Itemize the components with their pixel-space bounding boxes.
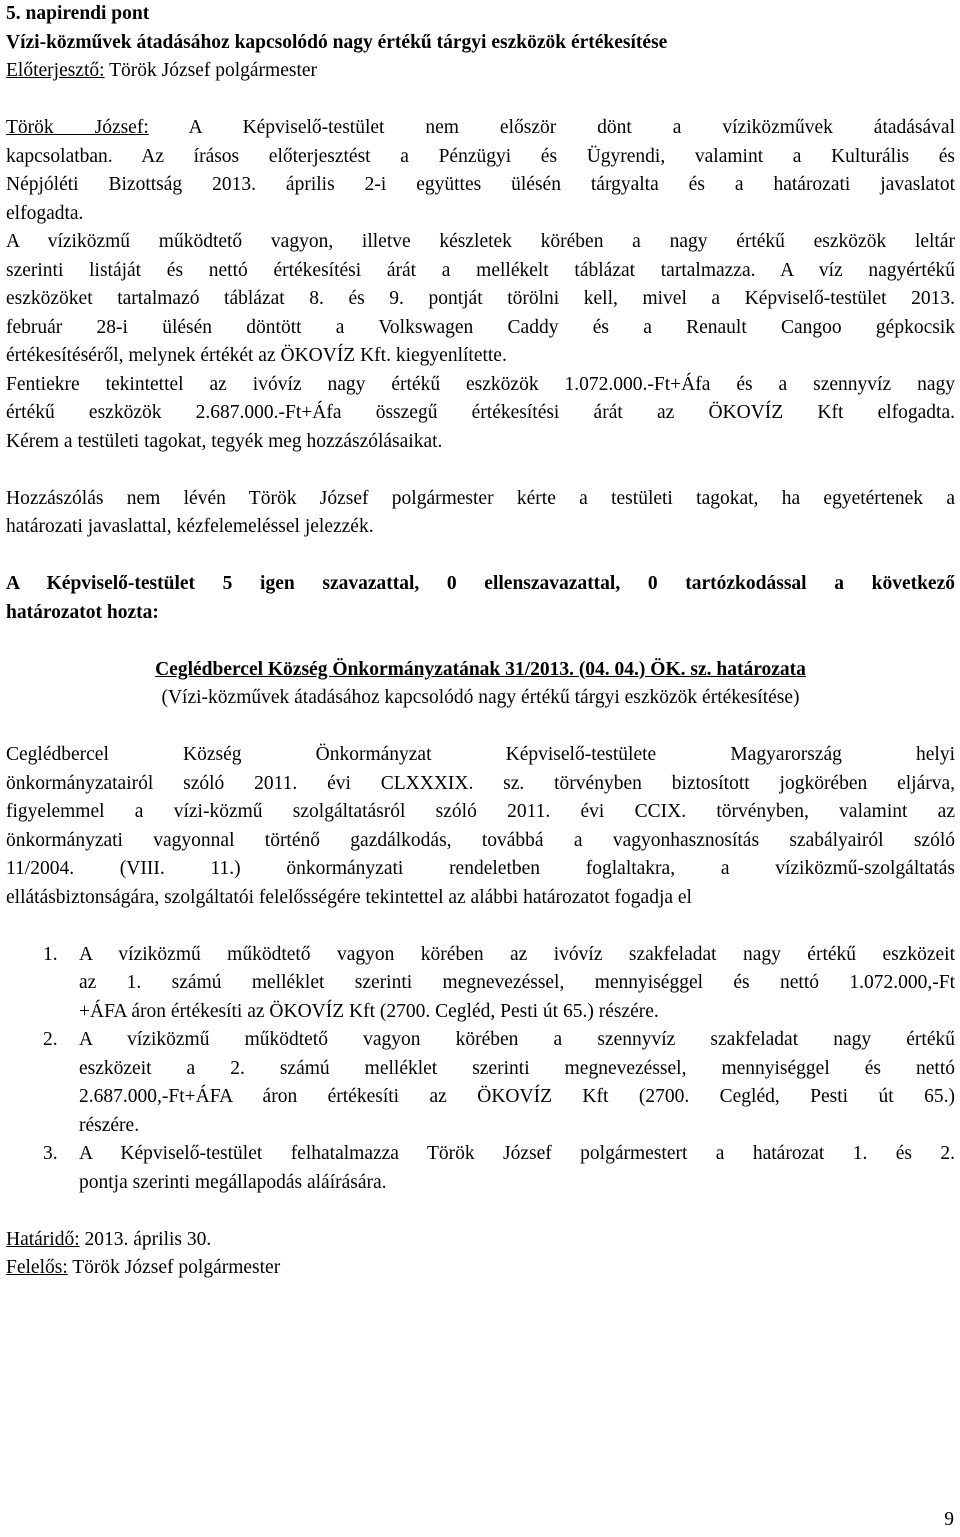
speaker-label: Török József: xyxy=(6,117,149,138)
intro-line: önkormányzati vagyonnal történő gazdálkodás, továbbá a vagyonhasznosítás szabályairól szóló xyxy=(6,829,955,851)
speech-line: eszközöket tartalmazó táblázat 8. és 9. pontját törölni kell, mivel a Képviselő-testület 2013. xyxy=(6,288,955,309)
speech-line: elfogadta. xyxy=(6,202,84,224)
list-item-line: az 1. számú melléklet szerinti megnevezéssel, mennyiséggel és nettó 1.072.000,-Ft xyxy=(79,972,955,993)
speech-line: szerinti listáját és nettó értékesítési árát a mellékelt táblázat tartalmazza. A víz nagyértékű xyxy=(6,259,955,281)
list-item-line: 2.687.000,-Ft+ÁFA áron értékesíti az ÖKOVÍZ Kft (2700. Cegléd, Pesti út 65.) xyxy=(79,1086,955,1107)
list-item xyxy=(6,1140,955,1197)
comment-line: Hozzászólás nem lévén Török József polgármester kérte a testületi tagokat, ha egyetértenek a xyxy=(6,487,955,509)
list-item-line: részére. xyxy=(79,1114,140,1136)
speech-line: Fentiekre tekintettel az ivóvíz nagy értékű eszközök 1.072.000.-Ft+Áfa és a szennyvíz nagy xyxy=(6,373,955,395)
list-item xyxy=(6,941,955,1027)
presenter-label: Előterjesztő: xyxy=(6,60,105,81)
vote-line: A Képviselő-testület 5 igen szavazattal, 0 ellenszavazattal, 0 tartózkodással a következő xyxy=(6,573,955,594)
intro-line: 11/2004. (VIII. 11.) önkormányzati rendeletben foglaltakra, a víziközmű-szolgáltatás xyxy=(6,858,955,879)
list-item-line: +ÁFA áron értékesíti az ÖKOVÍZ Kft (2700. Cegléd, Pesti út 65.) részére. xyxy=(79,1000,659,1022)
speech-line: február 28-i ülésén döntött a Volkswagen Caddy és a Renault Cangoo gépkocsik xyxy=(6,316,955,338)
list-item-number: 3. xyxy=(43,1143,58,1164)
list-item-line: A Képviselő-testület felhatalmazza Török József polgármestert a határozat 1. és 2. xyxy=(79,1143,955,1164)
speech-line: Török József: A Képviselő-testület nem először dönt a víziközművek átadásával xyxy=(6,117,955,138)
responsible-value: Török József polgármester xyxy=(67,1257,281,1278)
comment-line: határozati javaslattal, kézfelemeléssel jelezzék. xyxy=(6,516,374,537)
presenter-line xyxy=(6,57,955,86)
comment-paragraph xyxy=(6,485,955,542)
responsible-label: Felelős: xyxy=(6,1257,68,1278)
intro-line: önkormányzatairól szóló 2011. évi CLXXXIX. sz. törvényben biztosított jogkörében eljárva, xyxy=(6,772,955,794)
resolution-intro xyxy=(6,741,955,912)
vote-line: határozatot hozta: xyxy=(6,601,159,623)
intro-line: figyelemmel a vízi-közmű szolgáltatásról szóló 2011. évi CCIX. törvényben, valamint az xyxy=(6,801,955,822)
speech-line: kapcsolatban. Az írásos előterjesztést a Pénzügyi és Ügyrendi, valamint a Kulturális és xyxy=(6,145,955,167)
presenter-name: Török József polgármester xyxy=(104,60,318,81)
deadline-label: Határidő: xyxy=(6,1228,80,1250)
resolution-subtitle: (Vízi-közművek átadásához kapcsolódó nagy értékű tárgyi eszközök értékesítése) xyxy=(161,687,800,708)
speech-paragraph xyxy=(6,114,955,456)
list-item-line: pontja szerinti megállapodás aláírására. xyxy=(79,1171,387,1193)
page-number: 9 xyxy=(944,1509,954,1530)
document-page xyxy=(6,0,955,1283)
list-item-number: 1. xyxy=(43,943,58,965)
list-item-line: A víziközmű működtető vagyon körében a szennyvíz szakfeladat nagy értékű xyxy=(79,1029,955,1050)
deadline-line xyxy=(6,1226,955,1255)
speech-line: Kérem a testületi tagokat, tegyék meg hozzászólásaikat. xyxy=(6,430,443,452)
speech-line: értékesítéséről, melynek értékét az ÖKOVÍZ Kft. kiegyenlítette. xyxy=(6,345,507,366)
speech-line: Népjóléti Bizottság 2013. április 2-i együttes ülésén tárgyalta és a határozati javaslatot xyxy=(6,174,955,195)
list-item-number: 2. xyxy=(43,1029,58,1050)
speech-line: A víziközmű működtető vagyon, illetve készletek körében a nagy értékű eszközök leltár xyxy=(6,231,955,252)
list-item-line: A víziközmű működtető vagyon körében az ivóvíz szakfeladat nagy értékű eszközeit xyxy=(79,943,955,965)
responsible-line xyxy=(6,1254,955,1283)
agenda-title: Vízi-közművek átadásához kapcsolódó nagy értékű tárgyi eszközök értékesítése xyxy=(6,31,668,53)
resolution-list xyxy=(6,941,955,1198)
vote-paragraph xyxy=(6,570,955,627)
list-item xyxy=(6,1026,955,1140)
agenda-item-heading: 5. napirendi pont xyxy=(6,3,150,24)
intro-line: Ceglédbercel Község Önkormányzat Képviselő-testülete Magyarország helyi xyxy=(6,744,955,765)
intro-line: ellátásbiztonságára, szolgáltatói felelősségére tekintettel az alábbi határozatot fogadja el xyxy=(6,886,692,908)
deadline-value: 2013. április 30. xyxy=(79,1228,212,1250)
list-item-line: eszközeit a 2. számú melléklet szerinti megnevezéssel, mennyiséggel és nettó xyxy=(79,1057,955,1079)
speech-line: értékű eszközök 2.687.000.-Ft+Áfa összegű értékesítési árát az ÖKOVÍZ Kft elfogadta. xyxy=(6,402,955,423)
resolution-title: Ceglédbercel Község Önkormányzatának 31/2013. (04. 04.) ÖK. sz. határozata xyxy=(155,658,806,680)
